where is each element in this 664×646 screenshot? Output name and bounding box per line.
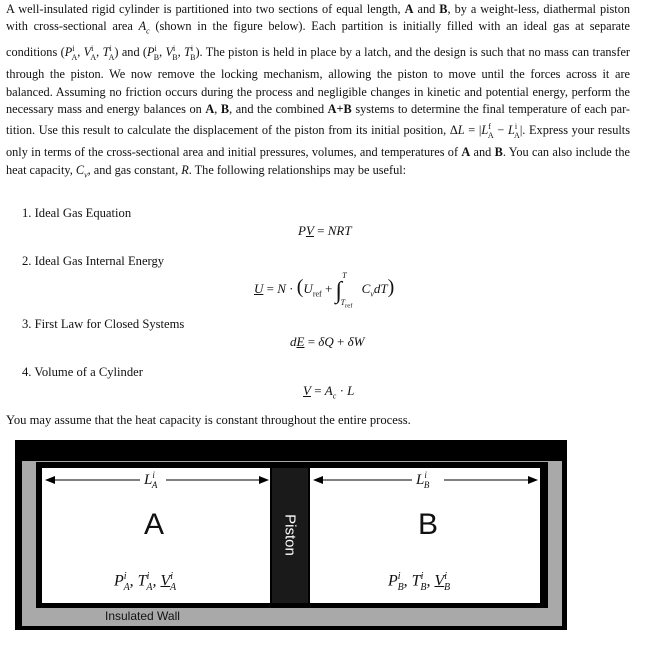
equation-cylinder-volume: $V = A_c \cdot L$ bbox=[303, 383, 355, 401]
length-a-label: $L^i_A$ bbox=[144, 470, 158, 490]
chamber-a-letter: A bbox=[144, 508, 165, 541]
insulated-wall-label: Insulated Wall bbox=[105, 609, 180, 623]
problem-text-6: systems to determine the final temperature of each par-tition. Use this result to calculate the displacement of the piston from its initial position, bbox=[6, 102, 631, 138]
problem-statement: A well-insulated rigid cylinder is partitioned into two sections of equal length, A and B, by a weight-less, diathermal piston with cross-sectional area $A_c$ (shown in the figure below). Each partition is initially filled with an ideal gas at separate conditions ($P^i_A$, $V^i_A$, $T^i_A$) and ($P^i_B$, $V^i_B$, $T^i_B$). The piston is held in place by a latch, and the design is such that no mass can transfer through the piston. We now remove the locking mechanism, allowing the piston to move until the forces across it are balanced. Assuming no friction occurs during the process and negligible changes in kinetic and potential energy, perform the necessary mass and energy balances on A, B, and the combined A+B systems to determine the final temperature of each par-tition. Use this result to calculate the displacement of the piston from its initial position, $\Delta L = |L^f_A - L^i_A|$. Express your results only in terms of the cross-sectional area and initial pressures, volumes, and temperatures of A and B. You can also include the heat capacity, $C_v$, and gas constant, R. The following relationships may be useful: bbox=[6, 2, 631, 180]
assumption-note: You may assume that the heat capacity is constant throughout the entire process. bbox=[6, 413, 411, 427]
state-a: $P^i_A$, $T^i_A$, $V^i_A$ bbox=[114, 571, 177, 593]
piston-label: Piston bbox=[281, 514, 299, 556]
equation-first-law: dE = δQ + δW bbox=[290, 334, 365, 349]
equation-internal-energy: $U = N \cdot (U_{ref} + \int^T_{T_{ref}}$ $C_vdT$) bbox=[254, 270, 395, 310]
problem-text-9: , and gas constant, bbox=[87, 162, 179, 177]
problem-text-1: A well-insulated rigid cylinder is partitioned into two sections of equal length, bbox=[6, 2, 401, 16]
chamber-b-letter: B bbox=[418, 508, 439, 541]
label-ab: A+B bbox=[327, 102, 352, 117]
problem-text-4: The piston is held in place by a latch, and the design is such that no mass can transfer through the piston. We now remove the locking mechanism, allowing the piston to move until the forces across it are balanced. Assuming no friction occurs during the process and negligible changes in kinetic and potential energy, perform the necessary mass and energy balances on bbox=[6, 45, 630, 117]
label-a: A bbox=[404, 2, 414, 16]
problem-text-8: . You can also include the heat capacity, bbox=[6, 145, 631, 177]
conj-and: and bbox=[417, 2, 436, 16]
problem-text-7: Express your results only in terms of the cross-sectional area and initial pressures, volumes, and temperatures of bbox=[6, 123, 630, 160]
state-b: $P^i_B$, $T^i_B$, $V^i_B$ bbox=[388, 571, 451, 593]
problem-text-5: and the combined bbox=[235, 102, 325, 117]
problem-text-2: , by a weight-less, diathermal piston with cross-sectional area bbox=[6, 2, 631, 34]
relationship-2-label: 2. Ideal Gas Internal Energy bbox=[22, 254, 165, 268]
relationship-1-label: 1. Ideal Gas Equation bbox=[22, 206, 132, 220]
problem-text-10: . The following relationships may be useful: bbox=[188, 162, 407, 177]
relationship-3-label: 3. First Law for Closed Systems bbox=[22, 317, 185, 331]
length-b-label: $L^i_B$ bbox=[416, 470, 430, 490]
label-b: B bbox=[439, 2, 448, 16]
equation-ideal-gas: PV = NRT bbox=[298, 223, 352, 238]
problem-text-3: (shown in the figure below). Each partition is initially filled with an ideal gas at separate conditions bbox=[6, 19, 631, 60]
relationship-4-label: 4. Volume of a Cylinder bbox=[22, 365, 143, 379]
